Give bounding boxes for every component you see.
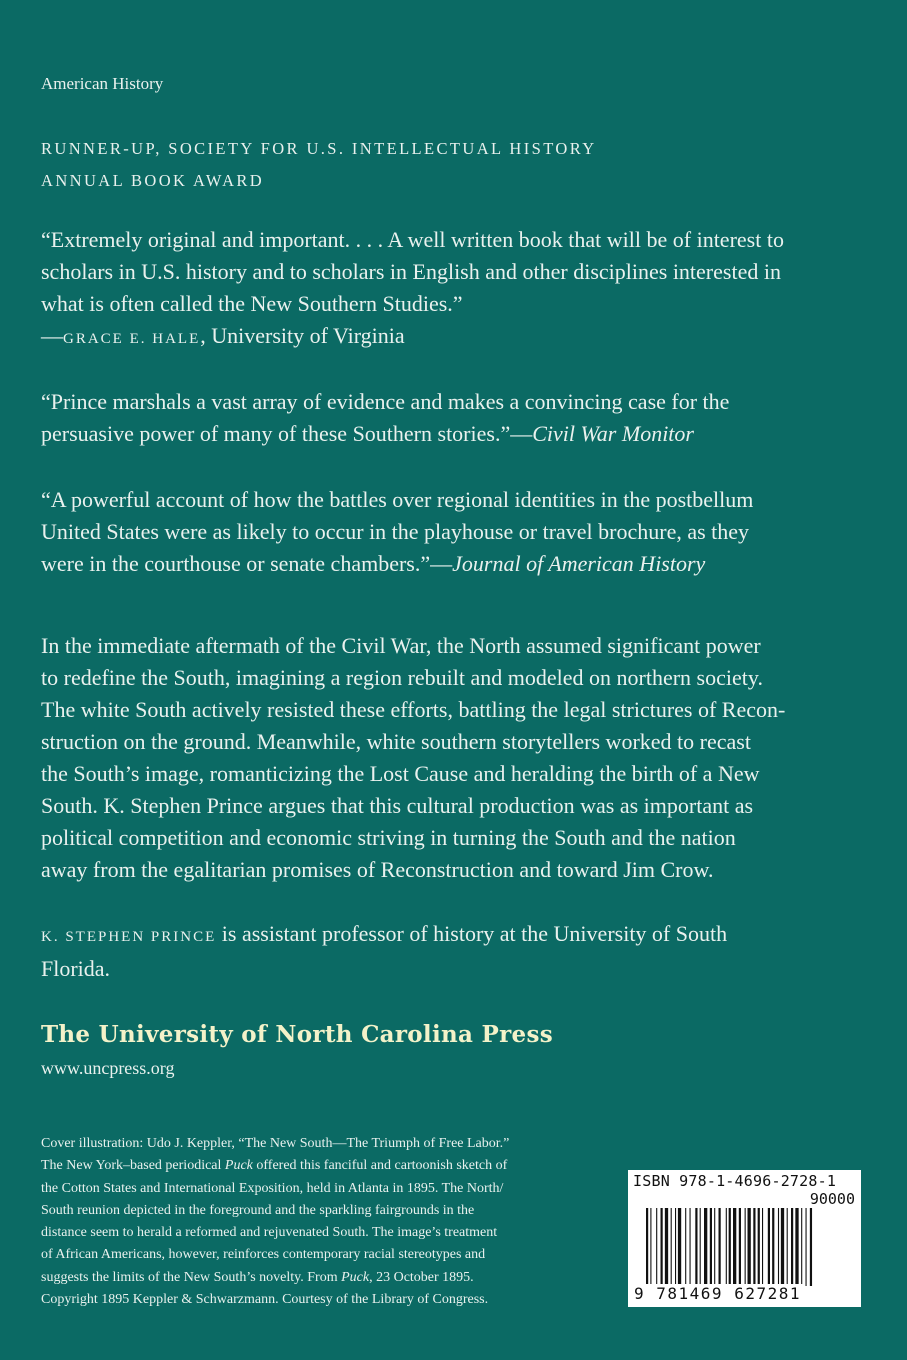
review-quote-2	[41, 386, 859, 450]
award-line-1: RUNNER-UP, SOCIETY FOR U.S. INTELLECTUAL HISTORY	[41, 139, 597, 158]
credit-line: South reunion depicted in the foreground and the sparkling fairgrounds in the	[41, 1202, 475, 1218]
author-bio	[41, 918, 859, 985]
description-line: The white South actively resisted these efforts, battling the legal strictures of Recon-	[41, 697, 786, 722]
quote-text: persuasive power of many of these Southern stories.”—	[41, 421, 533, 446]
reviewer-name: GRACE E. HALE	[63, 331, 201, 347]
quote-line	[41, 418, 859, 450]
bio-line	[41, 918, 859, 953]
cover-credit	[41, 1133, 581, 1311]
review-quote-3	[41, 484, 859, 580]
category-label: American History	[41, 74, 164, 93]
credit-text: The New York–based periodical	[41, 1158, 225, 1174]
book-description	[41, 630, 859, 886]
publisher-url: www.uncpress.org	[41, 1058, 175, 1078]
credit-line: the Cotton States and International Exposition, held in Atlanta in 1895. The North/	[41, 1180, 504, 1196]
description-line: In the immediate aftermath of the Civil War, the North assumed significant power	[41, 633, 761, 658]
periodical-title: Puck	[341, 1269, 370, 1285]
credit-text: offered this fanciful and cartoonish sketch of	[252, 1158, 508, 1174]
description-line: away from the egalitarian promises of Reconstruction and toward Jim Crow.	[41, 857, 714, 882]
credit-text: suggests the limits of the New South’s novelty. From	[41, 1269, 342, 1285]
quote-attribution	[41, 320, 859, 355]
quote-line: “Extremely original and important. . . . A well written book that will be of interest to	[41, 227, 784, 252]
quote-line: what is often called the New Southern Studies.”	[41, 291, 463, 316]
quote-source: Journal of American History	[452, 551, 706, 576]
periodical-title: Puck	[224, 1158, 253, 1174]
credit-line	[41, 1267, 581, 1289]
quote-line: scholars in U.S. history and to scholars in English and other disciplines interested in	[41, 259, 781, 284]
credit-text: , 23 October 1895.	[369, 1269, 474, 1285]
quote-text: were in the courthouse or senate chambers.”—	[41, 551, 453, 576]
quote-line: “Prince marshals a vast array of evidence and makes a convincing case for the	[41, 389, 730, 414]
credit-line: Cover illustration: Udo J. Keppler, “The New South—The Triumph of Free Labor.”	[41, 1136, 510, 1151]
publisher-name: The University of North Carolina Press	[41, 1021, 553, 1048]
bio-text: is assistant professor of history at the University of South	[216, 921, 728, 946]
description-line: the South’s image, romanticizing the Lost Cause and heralding the birth of a New	[41, 761, 760, 786]
credit-line: of African Americans, however, reinforces contemporary racial stereotypes and	[41, 1247, 486, 1263]
credit-line: distance seem to herald a reformed and rejuvenated South. The image’s treatment	[41, 1225, 498, 1241]
dash: —	[41, 323, 63, 348]
quote-line	[41, 548, 859, 580]
credit-line	[41, 1155, 581, 1177]
bio-line: Florida.	[41, 956, 111, 981]
price-addon-code: 90000	[809, 1190, 855, 1208]
credit-line: Copyright 1895 Keppler & Schwarzmann. Courtesy of the Library of Congress.	[41, 1292, 489, 1308]
description-line: to redefine the South, imagining a region rebuilt and modeled on northern society.	[41, 665, 763, 690]
author-name: K. STEPHEN PRINCE	[41, 929, 217, 945]
reviewer-affiliation: , University of Virginia	[200, 323, 405, 348]
isbn-text: ISBN 978-1-4696-2728-1	[633, 1172, 837, 1190]
description-line: struction on the ground. Meanwhile, white southern storytellers worked to recast	[41, 729, 751, 754]
description-line: South. K. Stephen Prince argues that this cultural production was as important as	[41, 793, 754, 818]
quote-source: Civil War Monitor	[532, 421, 694, 446]
isbn-barcode	[628, 1170, 861, 1307]
quote-line: “A powerful account of how the battles over regional identities in the postbellum	[41, 487, 754, 512]
barcode-digits: 9 781469 627281	[634, 1284, 801, 1303]
description-line: political competition and economic striving in turning the South and the nation	[41, 825, 736, 850]
award-notice	[41, 133, 597, 197]
review-quote-1	[41, 224, 859, 355]
award-line-2: ANNUAL BOOK AWARD	[41, 171, 265, 190]
quote-line: United States were as likely to occur in the playhouse or travel brochure, as they	[41, 519, 750, 544]
barcode-bars	[646, 1208, 856, 1286]
